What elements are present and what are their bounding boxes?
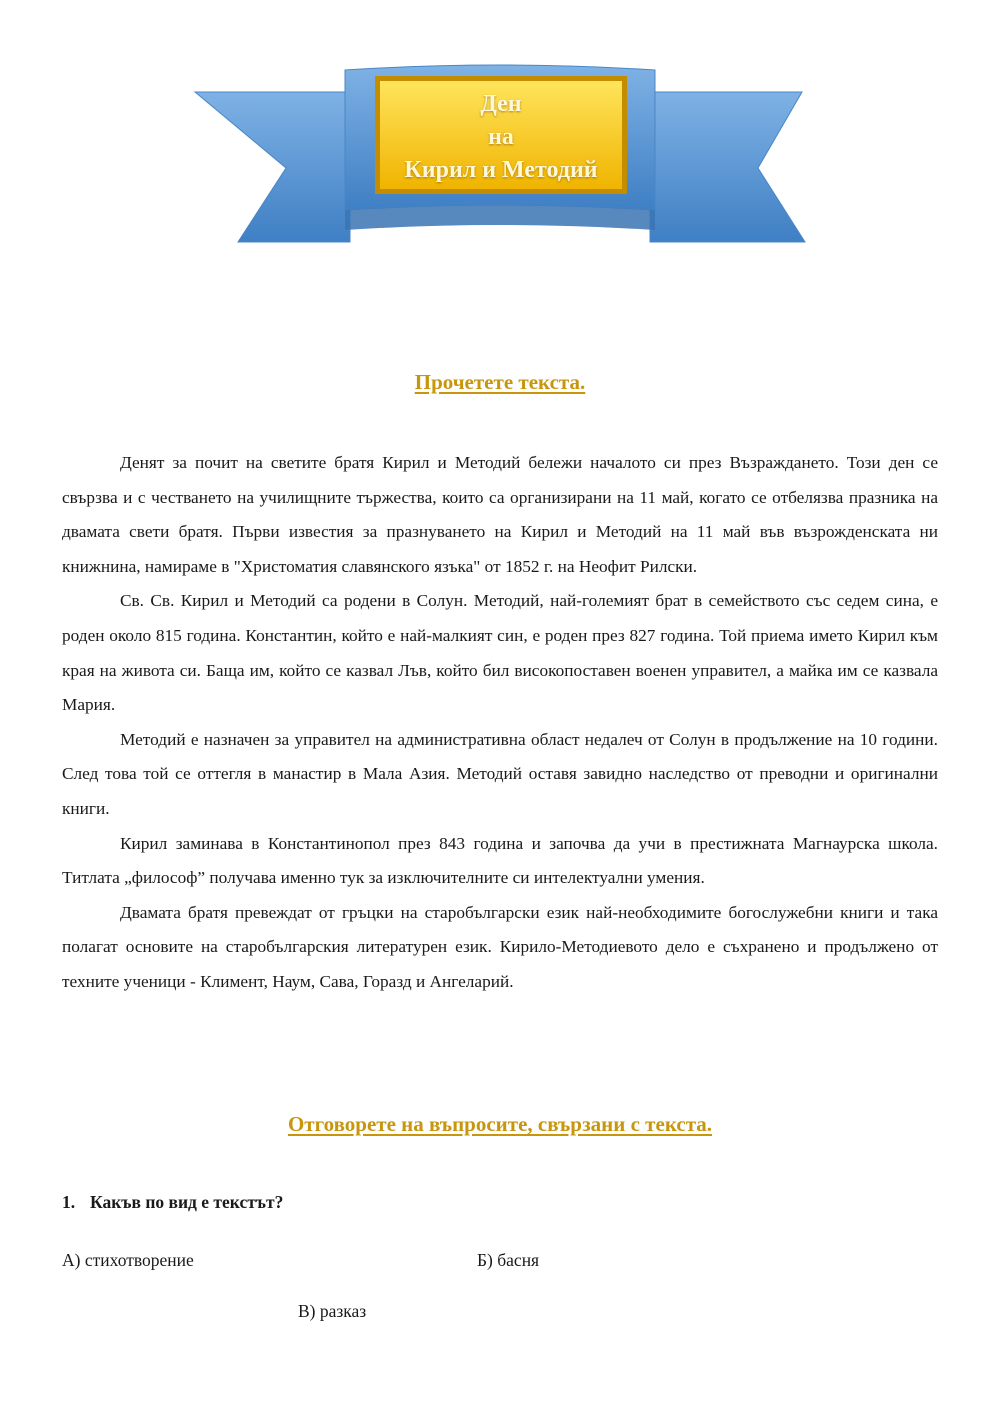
read-heading [0,370,1000,395]
title-banner [190,60,810,250]
paragraph-3: Методий е назначен за управител на административна област недалеч от Солун в продължение на 10 години. След това той се оттегля в манастир в Мала Азия. Методий оставя завидно наследство от преводни и оригинални книги. [62,729,938,818]
answer-heading-text: Отговорете на въпросите, свързани с текста. [287,1112,713,1136]
paragraph-4: Кирил заминава в Константинопол през 843 година и започва да учи в престижната Магнаурска школа. Титлата „философ” получава именно тук за изключителните си интелектуални умения. [62,833,938,888]
main-text [62,446,938,1000]
answer-option-b[interactable]: Б) басня [477,1250,540,1270]
paragraph-2: Св. Св. Кирил и Методий са родени в Солун. Методий, най-големият брат в семейството със седем сина, е роден около 815 година. Константин, който е най-малкият син, е роден през 827 година. Той приема името Кирил към края на живота си. Баща им, който се казвал Лъв, който бил високопоставен военен управител, а майка им се казвала Мария. [62,591,938,715]
banner-title [380,82,622,192]
answer-option-c[interactable]: В) разказ [298,1301,367,1321]
read-heading-text: Прочетете текста. [414,370,586,394]
question-1 [62,1192,283,1213]
paragraph-1: Денят за почит на светите братя Кирил и Методий бележи началото си през Възраждането. Този ден се свързва и с честването на училищните тържества, които са организирани на 11 май, когато се отбелязва празника на двамата свети братя. Първи известия за празнуването на Кирил и Методий на 11 май във възрожденската ни книжнина, намираме в "Христоматия славянского язъка" от 1852 г. на Неофит Рилски. [62,453,938,576]
question-text: Какъв по вид е текстът? [90,1192,284,1212]
paragraph-5: Двамата братя превеждат от гръцки на старобългарски език най-необходимите богослужебни книги и така полагат основите на старобългарския литературен език. Кирило-Методиевото дело е съхранено и продължено от техните ученици - Климент, Наум, Сава, Горазд и Ангеларий. [62,902,938,991]
banner-line-1: Ден [480,90,522,117]
answer-option-a[interactable]: А) стихотворение [62,1250,194,1270]
banner-line-3: Кирил и Методий [404,156,598,183]
question-number: 1. [62,1192,76,1212]
banner-line-2: на [488,123,514,150]
answer-heading [0,1112,1000,1137]
